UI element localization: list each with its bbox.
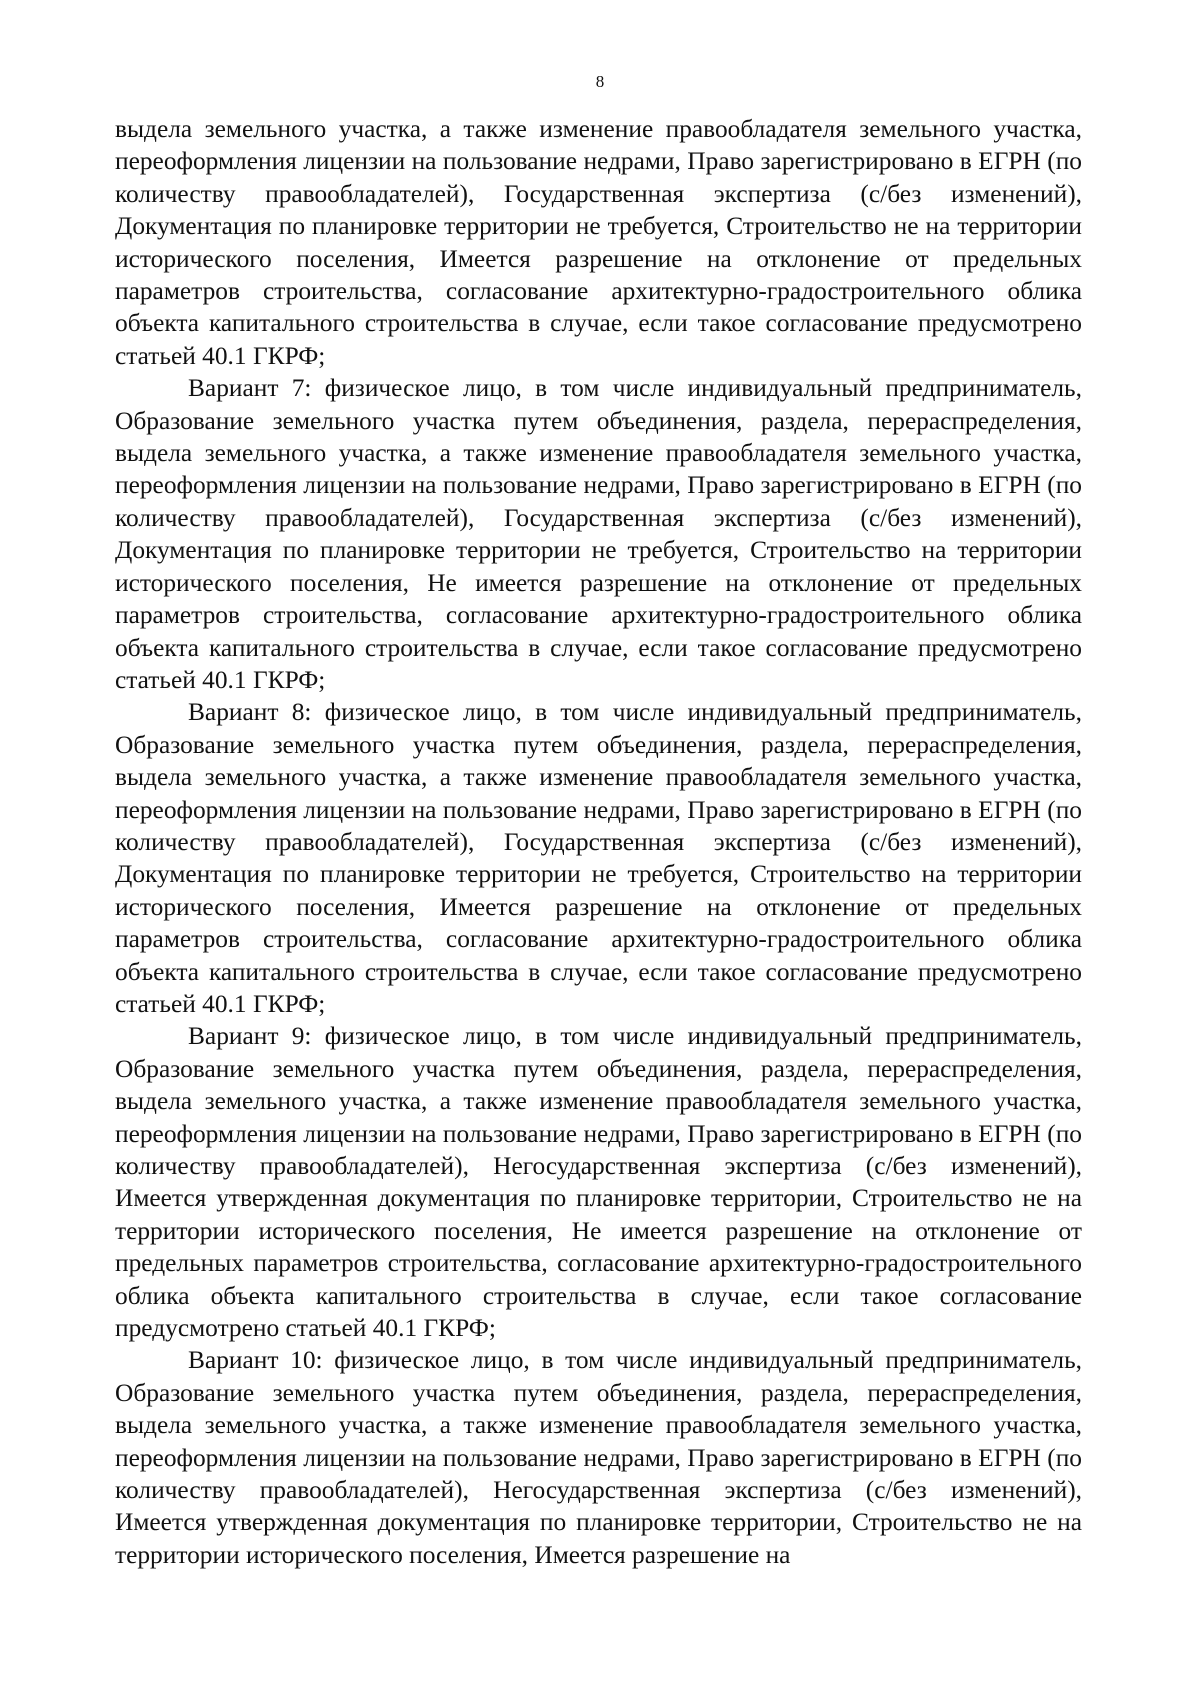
paragraph-variant-10: Вариант 10: физическое лицо, в том числе индивидуальный предприниматель, Образование земельного участка путем объединения, раздела, перераспределения, выдела земельного участка, а также изменение правообладателя земельного участка, переоформления лицензии на пользование недрами, Право зарегистрировано в ЕГРН (по количеству правообладателей), Негосударственная экспертиза (с/без изменений), Имеется утвержденная документация по планировке территории, Строительство не на территории исторического поселения, Имеется разрешение на bbox=[115, 1346, 1082, 1569]
paragraph-variant-7: Вариант 7: физическое лицо, в том числе индивидуальный предприниматель, Образование земельного участка путем объединения, раздела, перераспределения, выдела земельного участка, а также изменение правообладателя земельного участка, переоформления лицензии на пользование недрами, Право зарегистрировано в ЕГРН (по количеству правообладателей), Государственная экспертиза (с/без изменений), Документация по планировке территории не требуется, Строительство на территории исторического поселения, Не имеется разрешение на отклонение от предельных параметров строительства, согласование архитектурно-градостроительного облика объекта капитального строительства в случае, если такое согласование предусмотрено статьей 40.1 ГКРФ; bbox=[115, 374, 1082, 694]
document-body bbox=[115, 113, 1082, 1571]
paragraph-variant-9: Вариант 9: физическое лицо, в том числе индивидуальный предприниматель, Образование земельного участка путем объединения, раздела, перераспределения, выдела земельного участка, а также изменение правообладателя земельного участка, переоформления лицензии на пользование недрами, Право зарегистрировано в ЕГРН (по количеству правообладателей), Негосударственная экспертиза (с/без изменений), Имеется утвержденная документация по планировке территории, Строительство не на территории исторического поселения, Не имеется разрешение на отклонение от предельных параметров строительства, согласование архитектурно-градостроительного облика объекта капитального строительства в случае, если такое согласование предусмотрено статьей 40.1 ГКРФ; bbox=[115, 1022, 1082, 1343]
paragraph-variant-8: Вариант 8: физическое лицо, в том числе индивидуальный предприниматель, Образование земельного участка путем объединения, раздела, перераспределения, выдела земельного участка, а также изменение правообладателя земельного участка, переоформления лицензии на пользование недрами, Право зарегистрировано в ЕГРН (по количеству правообладателей), Государственная экспертиза (с/без изменений), Документация по планировке территории не требуется, Строительство на территории исторического поселения, Имеется разрешение на отклонение от предельных параметров строительства, согласование архитектурно-градостроительного облика объекта капитального строительства в случае, если такое согласование предусмотрено статьей 40.1 ГКРФ; bbox=[115, 698, 1082, 1018]
page-number: 8 bbox=[595, 72, 605, 91]
paragraph-continuation: выдела земельного участка, а также изменение правообладателя земельного участка, переоформления лицензии на пользование недрами, Право зарегистрировано в ЕГРН (по количеству правообладателей), Государственная экспертиза (с/без изменений), Документация по планировке территории не требуется, Строительство не на территории исторического поселения, Имеется разрешение на отклонение от предельных параметров строительства, согласование архитектурно-градостроительного облика объекта капитального строительства в случае, если такое согласование предусмотрено статьей 40.1 ГКРФ; bbox=[115, 115, 1082, 370]
